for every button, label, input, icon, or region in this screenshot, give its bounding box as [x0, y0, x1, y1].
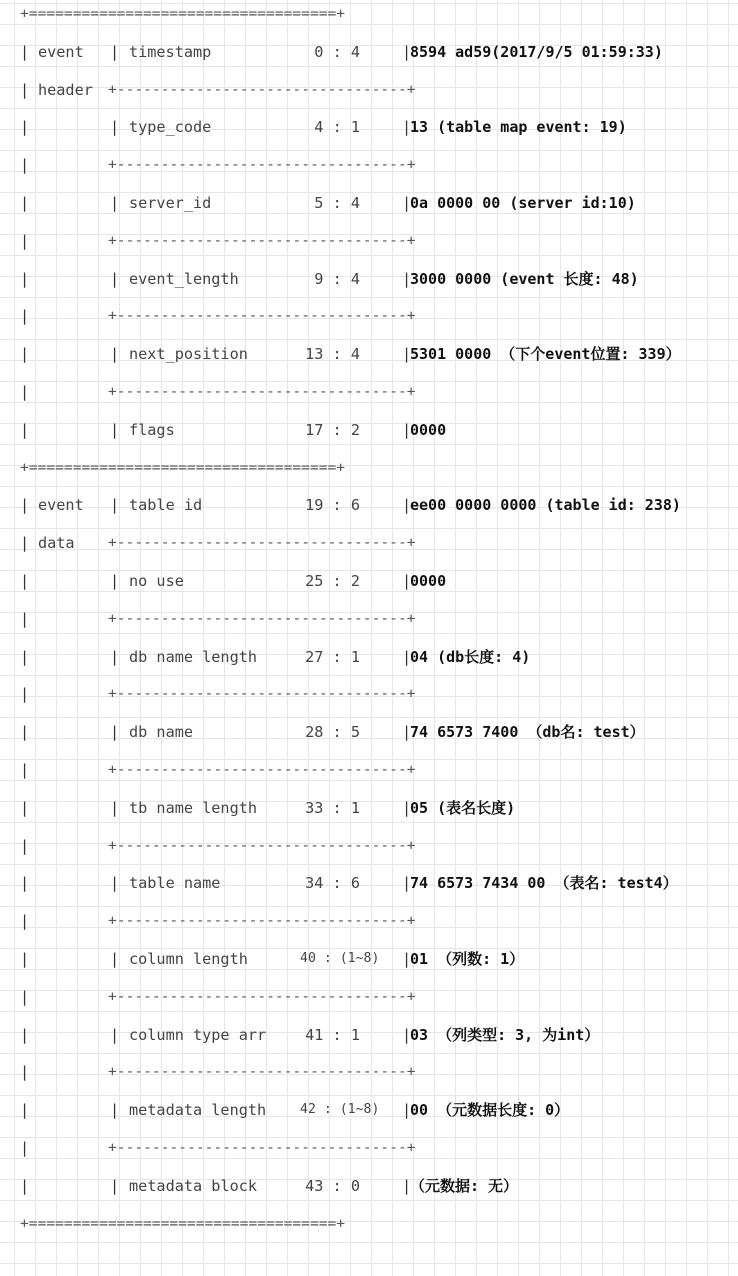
- field-position: 27 : 1: [305, 647, 360, 666]
- field-name: table id: [129, 496, 203, 515]
- field-position: 19 : 6: [305, 496, 360, 515]
- table-row: [0, 115, 738, 139]
- row-separator: [0, 380, 738, 404]
- left-pipe: |: [20, 118, 30, 137]
- table-row: [0, 418, 738, 442]
- minor-border-text: +---------------------------------+: [108, 685, 416, 703]
- left-pipe: |: [20, 42, 30, 61]
- table-row: [0, 947, 738, 971]
- field-name: metadata length: [129, 1101, 267, 1120]
- value-pipe: |: [402, 269, 412, 288]
- left-pipe: |: [20, 1025, 30, 1044]
- row-separator: [0, 682, 738, 706]
- field-pipe: |: [110, 950, 120, 968]
- table-row: [0, 796, 738, 820]
- value-pipe: |: [402, 950, 412, 968]
- field-pipe: |: [110, 1025, 120, 1044]
- row-separator: [0, 153, 738, 177]
- field-name: no use: [129, 572, 184, 590]
- field-pipe: |: [110, 496, 120, 515]
- field-pipe: |: [110, 723, 120, 742]
- left-pipe: |: [20, 761, 30, 779]
- minor-border-text: +---------------------------------+: [108, 307, 416, 325]
- field-pipe: |: [110, 42, 120, 61]
- field-position: 9 : 4: [314, 269, 360, 288]
- major-border-text: +===================================+: [20, 1214, 346, 1232]
- field-name: timestamp: [129, 42, 212, 61]
- left-pipe: |: [20, 80, 30, 99]
- field-value: 8594 ad59(2017/9/5 01:59:33): [410, 42, 663, 61]
- left-pipe: |: [20, 420, 30, 439]
- field-name: db name: [129, 723, 194, 742]
- left-pipe: |: [20, 912, 30, 931]
- field-position: 28 : 5: [305, 723, 360, 742]
- minor-border-text: +---------------------------------+: [108, 1063, 416, 1081]
- minor-border-text: +---------------------------------+: [108, 1139, 416, 1156]
- field-value: 00 （元数据长度: 0）: [410, 1101, 570, 1120]
- field-pipe: |: [110, 1176, 120, 1195]
- field-value: 3000 0000 (event 长度: 48): [410, 269, 639, 288]
- field-value: 74 6573 7434 00 （表名: test4）: [410, 874, 678, 893]
- field-pipe: |: [110, 194, 120, 212]
- field-pipe: |: [110, 647, 120, 666]
- minor-border-text: +---------------------------------+: [108, 156, 416, 174]
- value-pipe: |: [402, 1101, 412, 1120]
- field-name: tb name length: [129, 798, 258, 817]
- value-pipe: |: [402, 572, 412, 590]
- major-border-text: +===================================+: [20, 5, 346, 22]
- left-pipe: |: [20, 231, 30, 250]
- field-pipe: |: [110, 118, 120, 137]
- value-pipe: |: [402, 647, 412, 666]
- row-separator: [0, 985, 738, 1009]
- table-row: [0, 645, 738, 669]
- field-position: 5 : 4: [314, 194, 360, 212]
- field-value: ee00 0000 0000 (table id: 238): [410, 496, 681, 515]
- field-value: 01 （列数: 1）: [410, 950, 525, 968]
- minor-border-text: +---------------------------------+: [108, 609, 416, 627]
- field-value: 5301 0000 （下个event位置: 339）: [410, 345, 681, 364]
- value-pipe: |: [402, 1025, 412, 1044]
- field-position: 42 : (1~8): [300, 1102, 380, 1118]
- field-pipe: |: [110, 1101, 120, 1120]
- field-name: db name length: [129, 647, 258, 666]
- field-name: server_id: [129, 194, 212, 212]
- left-pipe: |: [20, 836, 30, 855]
- field-position: 41 : 1: [305, 1025, 360, 1044]
- field-pipe: |: [110, 345, 120, 364]
- left-pipe: |: [20, 874, 30, 893]
- field-position: 13 : 4: [305, 345, 360, 364]
- row-separator: [0, 78, 738, 102]
- section-label-2: data: [38, 534, 75, 553]
- minor-border-text: +---------------------------------+: [108, 987, 416, 1005]
- major-border: [0, 2, 738, 26]
- left-pipe: |: [20, 269, 30, 288]
- major-border: [0, 1212, 738, 1236]
- field-value: 03 （列类型: 3, 为int）: [410, 1025, 600, 1044]
- minor-border-text: +---------------------------------+: [108, 912, 416, 930]
- field-name: next_position: [129, 345, 248, 364]
- value-pipe: |: [402, 42, 412, 61]
- left-pipe: |: [20, 647, 30, 666]
- minor-border-text: +---------------------------------+: [108, 836, 416, 854]
- field-value: 0000: [410, 420, 447, 439]
- minor-border-text: +---------------------------------+: [108, 761, 416, 778]
- section-label-2: header: [38, 80, 93, 99]
- left-pipe: |: [20, 345, 30, 364]
- field-position: 25 : 2: [305, 572, 360, 590]
- section-label: event: [38, 42, 84, 61]
- value-pipe: |: [402, 118, 412, 137]
- table-row: [0, 1023, 738, 1047]
- left-pipe: |: [20, 1101, 30, 1120]
- field-position: 40 : (1~8): [300, 951, 380, 966]
- row-separator: [0, 1136, 738, 1160]
- left-pipe: |: [20, 496, 30, 515]
- field-position: 33 : 1: [305, 798, 360, 817]
- row-separator: [0, 758, 738, 782]
- left-pipe: |: [20, 572, 30, 590]
- row-separator: [0, 607, 738, 631]
- table-row: [0, 493, 738, 517]
- value-pipe: |: [402, 420, 412, 439]
- left-pipe: |: [20, 534, 30, 553]
- left-pipe: |: [20, 156, 30, 175]
- field-name: column length: [129, 950, 248, 968]
- table-row: [0, 1098, 738, 1122]
- left-pipe: |: [20, 798, 30, 817]
- section-label: event: [38, 496, 84, 515]
- field-pipe: |: [110, 798, 120, 817]
- row-separator: [0, 834, 738, 858]
- value-pipe: |: [402, 1176, 412, 1195]
- field-value: 74 6573 7400 （db名: test）: [410, 723, 645, 742]
- table-row: [0, 267, 738, 291]
- field-value: 13 (table map event: 19): [410, 118, 627, 137]
- left-pipe: |: [20, 987, 30, 1006]
- table-row: [0, 342, 738, 366]
- field-value: 05 (表名长度): [410, 798, 516, 817]
- field-name: type_code: [129, 118, 212, 137]
- field-name: flags: [129, 420, 175, 439]
- value-pipe: |: [402, 874, 412, 893]
- field-name: column type arr: [129, 1025, 267, 1044]
- left-pipe: |: [20, 723, 30, 742]
- left-pipe: |: [20, 383, 30, 401]
- field-pipe: |: [110, 269, 120, 288]
- field-pipe: |: [110, 420, 120, 439]
- field-value: 0a 0000 00 (server id:10): [410, 194, 636, 212]
- major-border-text: +===================================+: [20, 458, 346, 476]
- field-position: 4 : 1: [314, 118, 360, 137]
- field-pipe: |: [110, 572, 120, 590]
- field-value: 0000: [410, 572, 447, 590]
- value-pipe: |: [402, 194, 412, 212]
- table-row: [0, 40, 738, 64]
- minor-border-text: +---------------------------------+: [108, 534, 416, 552]
- field-name: event_length: [129, 269, 239, 288]
- field-name: table name: [129, 874, 221, 893]
- field-position: 17 : 2: [305, 420, 360, 439]
- field-position: 43 : 0: [305, 1176, 360, 1195]
- row-separator: [0, 229, 738, 253]
- minor-border-text: +---------------------------------+: [108, 383, 416, 400]
- field-value: （元数据: 无）: [410, 1176, 519, 1195]
- field-value: 04 (db长度: 4): [410, 647, 531, 666]
- left-pipe: |: [20, 685, 30, 704]
- table-row: [0, 871, 738, 895]
- left-pipe: |: [20, 1176, 30, 1195]
- row-separator: [0, 531, 738, 555]
- left-pipe: |: [20, 609, 30, 628]
- field-pipe: |: [110, 874, 120, 893]
- row-separator: [0, 909, 738, 933]
- major-border: [0, 456, 738, 480]
- minor-border-text: +---------------------------------+: [108, 231, 416, 249]
- field-position: 34 : 6: [305, 874, 360, 893]
- table-row: [0, 720, 738, 744]
- field-name: metadata block: [129, 1176, 258, 1195]
- table-row: [0, 569, 738, 593]
- table-row: [0, 1174, 738, 1198]
- table-row: [0, 191, 738, 215]
- left-pipe: |: [20, 307, 30, 326]
- value-pipe: |: [402, 496, 412, 515]
- value-pipe: |: [402, 798, 412, 817]
- left-pipe: |: [20, 1139, 30, 1157]
- value-pipe: |: [402, 345, 412, 364]
- field-position: 0 : 4: [314, 42, 360, 61]
- row-separator: [0, 304, 738, 328]
- value-pipe: |: [402, 723, 412, 742]
- row-separator: [0, 1060, 738, 1084]
- minor-border-text: +---------------------------------+: [108, 80, 416, 98]
- left-pipe: |: [20, 950, 30, 968]
- left-pipe: |: [20, 1063, 30, 1082]
- left-pipe: |: [20, 194, 30, 212]
